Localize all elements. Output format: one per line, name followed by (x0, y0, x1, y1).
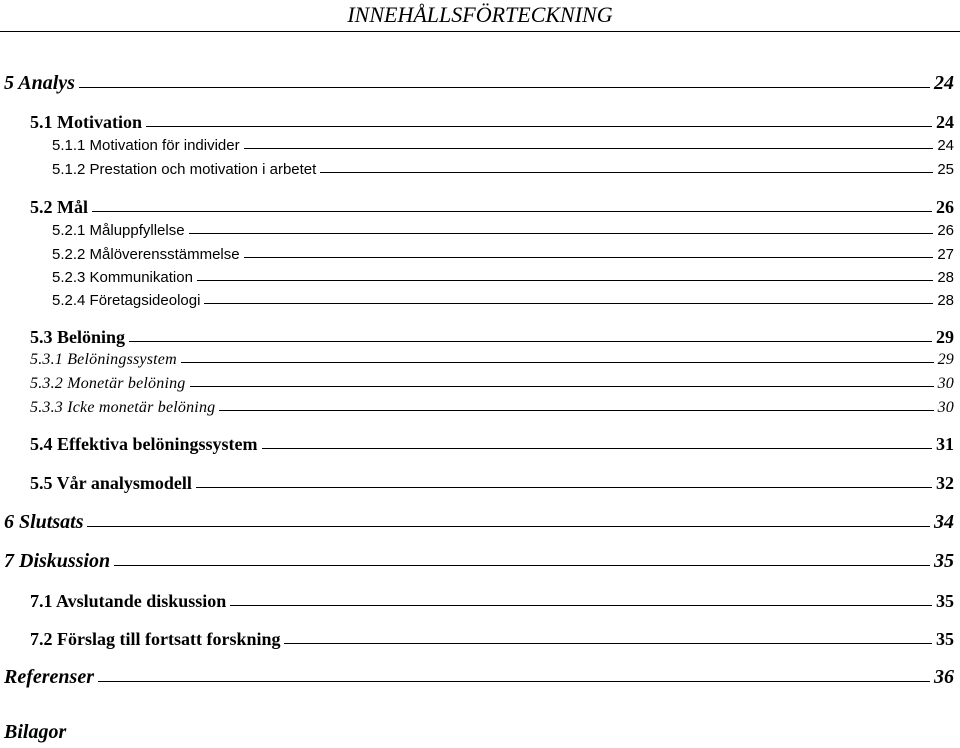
toc-label: 5.2.1 Måluppfyllelse (52, 222, 185, 239)
toc-label: 7 Diskussion (4, 550, 111, 572)
toc-label: 5.2.4 Företagsideologi (52, 292, 201, 309)
toc-label: Referenser (4, 666, 94, 688)
title-divider (0, 31, 960, 32)
toc-page-number: 30 (937, 375, 954, 392)
toc-label: 5.2.3 Kommunikation (52, 269, 193, 286)
toc-entry-5-4[interactable] (30, 434, 954, 455)
toc-entry-5-2-1[interactable] (52, 222, 954, 239)
toc-leader (244, 148, 934, 149)
toc-entry-5-3-1[interactable] (30, 351, 954, 369)
toc-page-number: 29 (937, 351, 954, 368)
toc-leader (190, 386, 934, 387)
toc-entry-5-2-4[interactable] (52, 292, 954, 309)
toc-leader (114, 565, 930, 566)
toc-label: 5.3 Belöning (30, 327, 126, 347)
toc-page-number: 28 (937, 292, 954, 309)
toc-entry-5-analys[interactable] (4, 72, 954, 95)
toc-entry-5-5[interactable] (30, 473, 954, 494)
toc-label: 5.1.2 Prestation och motivation i arbetet (52, 161, 317, 178)
toc-label: 7.1 Avslutande diskussion (30, 591, 227, 611)
toc-leader (87, 526, 930, 527)
toc-label: 5.2 Mål (30, 197, 88, 217)
toc-entry-7-diskussion[interactable] (4, 550, 954, 573)
toc-label: Bilagor (4, 721, 67, 743)
toc-leader (284, 643, 932, 644)
toc-page-number: 35 (934, 550, 954, 572)
toc-page-number: 26 (937, 222, 954, 239)
toc-page-number: 25 (937, 161, 954, 178)
toc-label: 5.4 Effektiva belöningssystem (30, 434, 258, 454)
toc-entry-7-1[interactable] (30, 591, 954, 612)
toc-page-number: 31 (936, 434, 954, 454)
toc-label: 5.3.1 Belöningssystem (30, 351, 177, 368)
toc-entry-referenser[interactable] (4, 666, 954, 689)
toc-leader (98, 681, 930, 682)
toc-page-number: 30 (937, 399, 954, 416)
toc-entry-5-3-2[interactable] (30, 375, 954, 393)
toc-label: 5.5 Vår analysmodell (30, 473, 192, 493)
toc-label: 5.3.2 Monetär belöning (30, 375, 186, 392)
toc-page-number: 35 (936, 629, 954, 649)
toc-page-number: 28 (937, 269, 954, 286)
toc-label: 5.1 Motivation (30, 112, 142, 132)
toc-page-number: 35 (936, 591, 954, 611)
toc-label: 7.2 Förslag till fortsatt forskning (30, 629, 281, 649)
toc-entry-5-2[interactable] (30, 197, 954, 218)
toc-entry-5-2-2[interactable] (52, 246, 954, 263)
toc-leader (262, 448, 932, 449)
toc-leader (181, 362, 934, 363)
toc-leader (204, 303, 933, 304)
toc-label: 5.2.2 Målöverensstämmelse (52, 246, 240, 263)
toc-leader (196, 487, 932, 488)
toc-entry-5-3-3[interactable] (30, 399, 954, 417)
toc-label: 5.1.1 Motivation för individer (52, 137, 240, 154)
page-title: INNEHÅLLSFÖRTECKNING (347, 2, 613, 27)
toc-leader (244, 257, 934, 258)
toc-entry-5-1-1[interactable] (52, 137, 954, 154)
toc-page-number: 32 (936, 473, 954, 493)
toc-leader (129, 341, 932, 342)
toc-page-number: 26 (936, 197, 954, 217)
toc-leader (79, 87, 930, 88)
toc-entry-6-slutsats[interactable] (4, 511, 954, 534)
toc-page-number: 36 (934, 666, 954, 688)
toc-entry-5-1[interactable] (30, 112, 954, 133)
toc-page-number: 24 (936, 112, 954, 132)
toc-leader (197, 280, 933, 281)
toc-label: 5 Analys (4, 72, 75, 94)
toc-entry-5-1-2[interactable] (52, 161, 954, 178)
toc-entry-bilagor[interactable] (4, 721, 66, 744)
toc-page-number: 34 (934, 511, 954, 533)
toc-leader (219, 410, 933, 411)
toc-page-number: 24 (934, 72, 954, 94)
toc-label: 5.3.3 Icke monetär belöning (30, 399, 216, 416)
toc-leader (92, 211, 932, 212)
toc-leader (320, 172, 933, 173)
toc-page-number: 29 (936, 327, 954, 347)
toc-leader (230, 605, 932, 606)
toc-entry-5-2-3[interactable] (52, 269, 954, 286)
toc-page-number: 24 (937, 137, 954, 154)
toc-leader (189, 233, 934, 234)
toc-entry-5-3[interactable] (30, 327, 954, 348)
toc-page-number: 27 (937, 246, 954, 263)
toc-label: 6 Slutsats (4, 511, 84, 533)
toc-leader (146, 126, 932, 127)
toc-entry-7-2[interactable] (30, 629, 954, 650)
